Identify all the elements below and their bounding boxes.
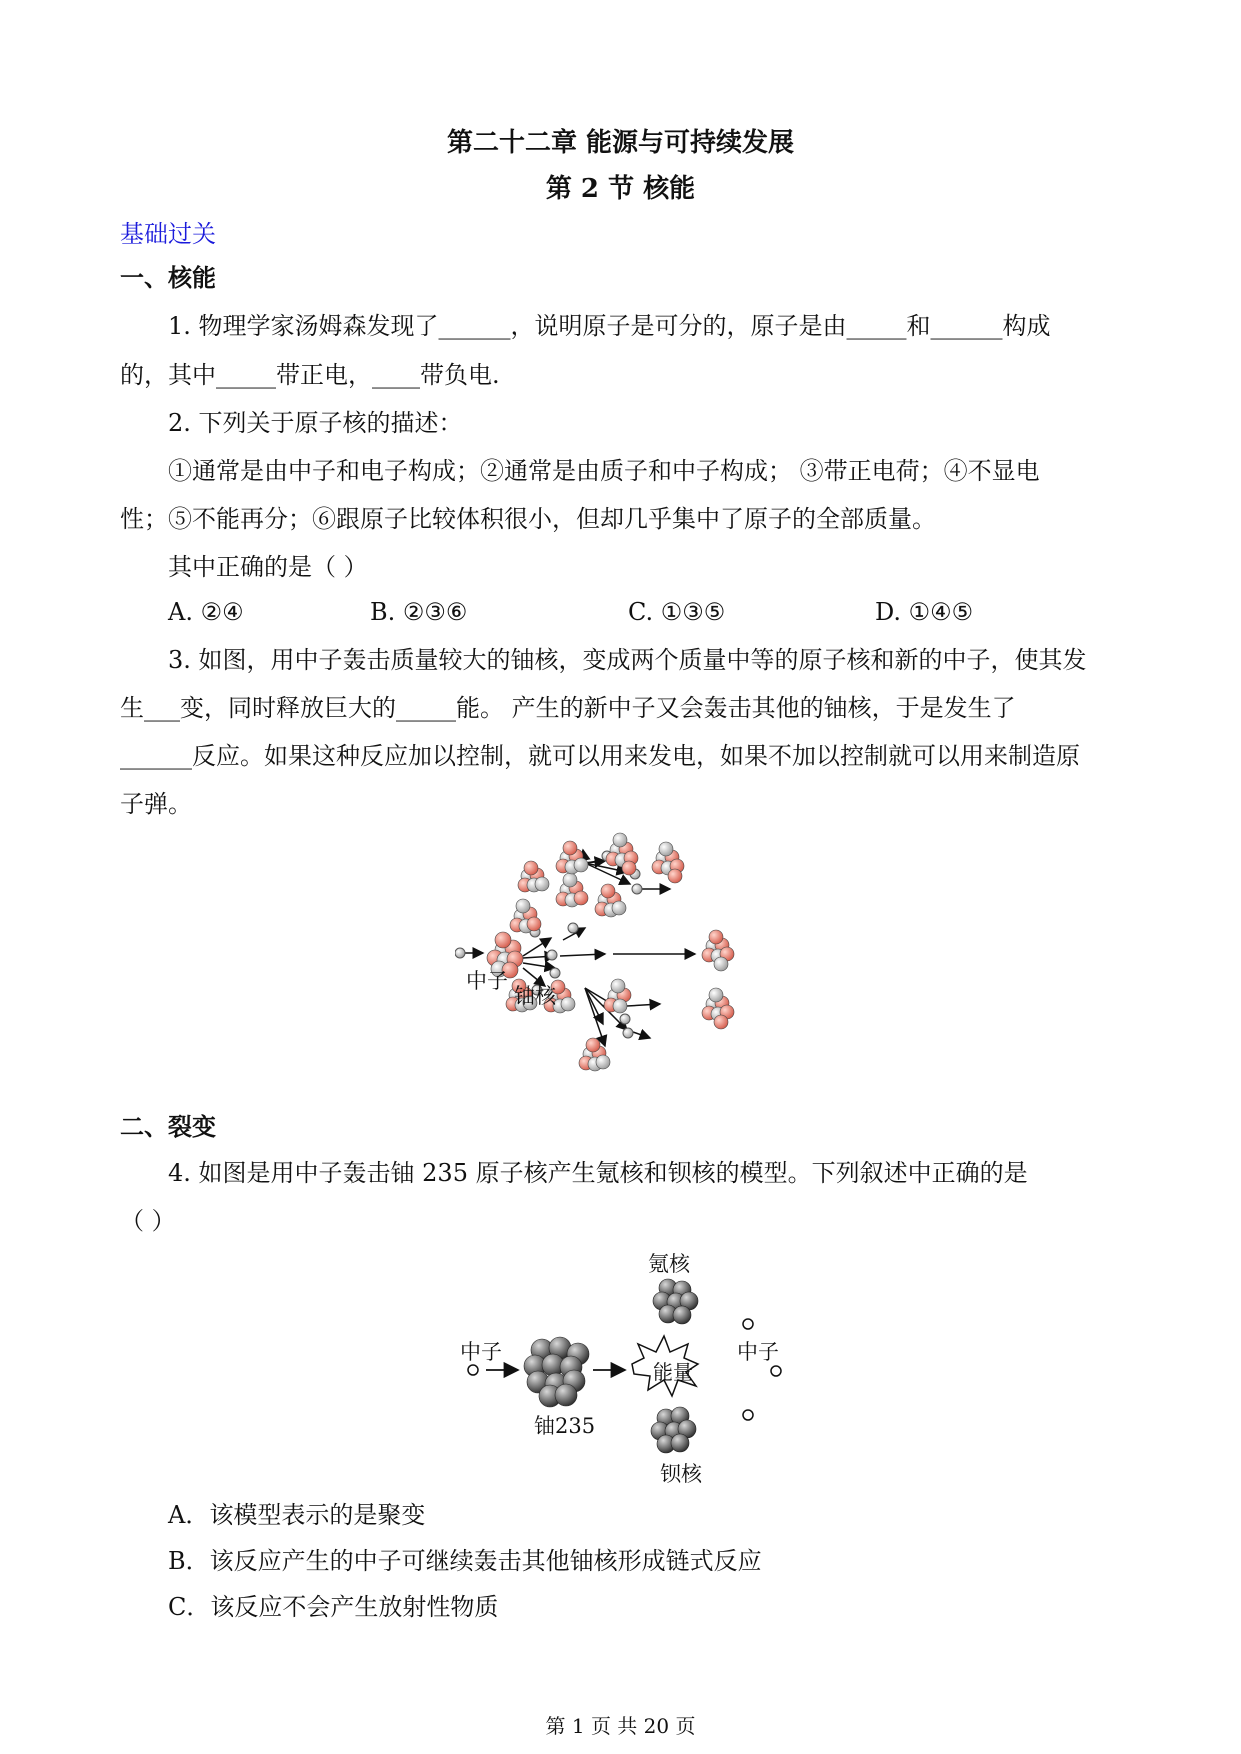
q3-line2: 生___变，同时释放巨大的_____能。 产生的新中子又会轰击其他的铀核，于是发生了: [120, 694, 1016, 722]
released-neutron-3: [743, 1410, 753, 1420]
q4-option-a: A．该模型表示的是聚变: [168, 1501, 426, 1529]
fig2-krypton-label: 氪核: [648, 1252, 690, 1276]
fission-model-figure: [460, 1268, 800, 1478]
q2-option-c: C. ①③⑤: [628, 598, 726, 626]
q2-option-a: A. ②④: [168, 598, 244, 626]
fig2-barium-label: 钡核: [660, 1462, 702, 1486]
fig1-uranium-label: 铀核: [514, 984, 556, 1008]
uranium235-nucleus: [524, 1337, 589, 1407]
chain-reaction-figure: [455, 828, 795, 1078]
q3-line1: 3. 如图，用中子轰击质量较大的铀核，变成两个质量中等的原子核和新的中子，使其发: [168, 646, 1087, 674]
released-neutron-2: [771, 1366, 781, 1376]
barium-nucleus: [651, 1407, 696, 1453]
incoming-neutron: [468, 1365, 478, 1375]
q2-option-d: D. ①④⑤: [875, 598, 974, 626]
q4-paren: （ ）: [120, 1207, 176, 1235]
released-neutron-1: [743, 1319, 753, 1329]
fig1-neutron-label: 中子: [466, 969, 508, 993]
q3-line4: 子弹。: [120, 790, 192, 818]
fig2-neutron-left-label: 中子: [460, 1340, 502, 1364]
page-footer: 第 1 页 共 20 页: [545, 1714, 696, 1738]
q4-option-b: B．该反应产生的中子可继续轰击其他铀核形成链式反应: [168, 1547, 762, 1575]
basic-section-label: 基础过关: [120, 220, 216, 248]
fig2-energy-label: 能量: [653, 1360, 693, 1384]
section-title: 第 2 节 核能: [545, 174, 696, 204]
q2-items-line2: 性；⑤不能再分；⑥跟原子比较体积很小，但却几乎集中了原子的全部质量。: [120, 505, 936, 533]
heading-nuclear-energy: 一、核能: [120, 263, 216, 292]
krypton-nucleus: [653, 1279, 698, 1324]
q1-line1: 1. 物理学家汤姆森发现了______，说明原子是可分的，原子是由_____和______构成: [168, 312, 1051, 340]
q4-stem: 4. 如图是用中子轰击铀 235 原子核产生氪核和钡核的模型。下列叙述中正确的是: [168, 1159, 1028, 1187]
heading-fission: 二、裂变: [120, 1112, 216, 1141]
fig2-neutron-right-label: 中子: [737, 1340, 779, 1364]
q2-items-line1: ①通常是由中子和电子构成；②通常是由质子和中子构成； ③带正电荷；④不显电: [168, 457, 1040, 485]
q3-line3: ______反应。如果这种反应加以控制，就可以用来发电，如果不加以控制就可以用来制造原: [120, 742, 1080, 770]
q4-option-c: C．该反应不会产生放射性物质: [168, 1593, 499, 1621]
fig2-uranium235-label: 铀235: [534, 1414, 596, 1438]
q2-option-b: B. ②③⑥: [370, 598, 468, 626]
q1-line2: 的，其中_____带正电，____带负电.: [120, 361, 500, 389]
chapter-title: 第二十二章 能源与可持续发展: [446, 128, 795, 158]
q2-ask: 其中正确的是（ ）: [168, 553, 368, 581]
q2-stem: 2. 下列关于原子核的描述：: [168, 409, 463, 437]
